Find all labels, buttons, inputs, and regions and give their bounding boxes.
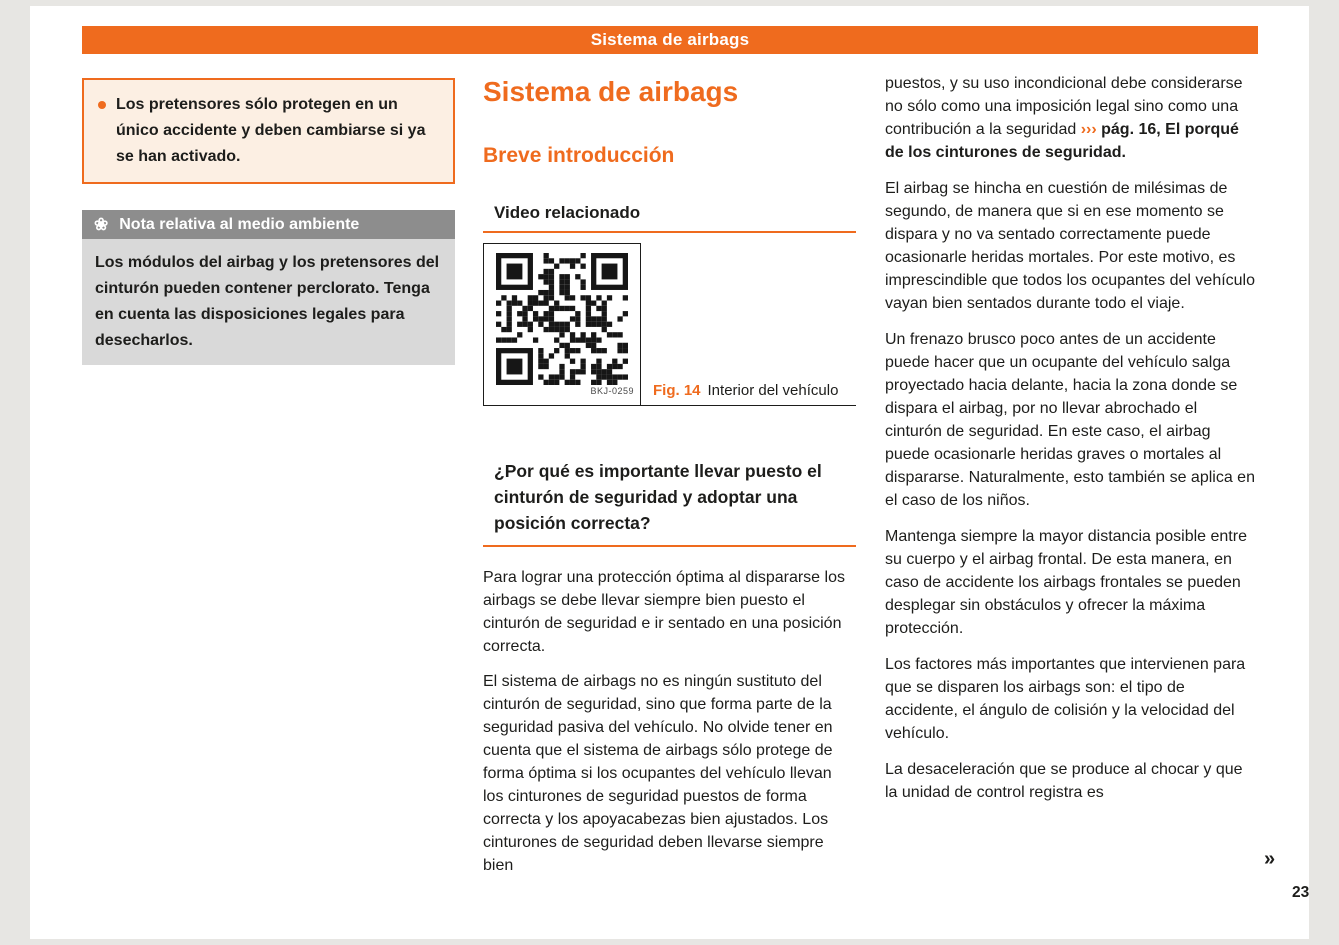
manual-page (30, 6, 1309, 939)
environment-note-body: Los módulos del airbag y los pretensores del cinturón pueden contener perclorato. Tenga en cuenta las disposiciones legales para desecharlos. (82, 239, 455, 365)
paragraph: Un frenazo brusco poco antes de un accidente puede hacer que un ocupante del vehículo salga proyectado hacia delante, hacia la zona donde se dispara el airbag, por no llevar abrochado el cinturón de seguridad. En este caso, el airbag puede ocasionarle heridas graves o mortales al dispararse. Naturalmente, esto también se aplica en el caso de los niños. (885, 331, 1255, 509)
right-column (885, 72, 1258, 817)
pretensioner-note-box (82, 78, 455, 184)
bullet-icon (98, 101, 106, 109)
figure-14 (483, 243, 856, 406)
middle-column (483, 76, 856, 877)
paragraph: El airbag se hincha en cuestión de milésimas de segundo, de manera que si en ese momento se dispara y no va sentado correctamente puede ocasionarle heridas mortales. Por este motivo, es imprescindible que todos los ocupantes del vehículo vayan bien sentados durante todo el viaje. (885, 180, 1256, 312)
orange-rule-question (483, 545, 856, 547)
chapter-title: Sistema de airbags (483, 76, 739, 107)
flower-icon: ❀ (94, 215, 109, 234)
paragraph (885, 72, 1258, 164)
paragraph-text: puestos, y su uso incondicional debe considerarse no sólo como una imposición legal sino como una contribución a la seguridad (885, 75, 1243, 138)
page-header-bar (82, 26, 1258, 54)
pretensioner-note-inner (98, 92, 439, 170)
paragraph: La desaceleración que se produce al chocar y que la unidad de control registra es (885, 761, 1243, 801)
qr-code-graphic (496, 253, 628, 385)
paragraph: El sistema de airbags no es ningún sustituto del cinturón de seguridad, sino que forma parte de la seguridad pasiva del vehículo. No olvide tener en cuenta que el sistema de airbags sólo protege de forma óptima si los ocupantes del vehículo llevan los cinturones de seguridad puestos de forma correcta y los apoyacabezas bien ajustados. Los cinturones de seguridad deben llevarse siempre bien (483, 673, 833, 874)
figure-label: Fig. 14 (653, 382, 701, 399)
cross-ref-arrows: ››› (1080, 121, 1097, 138)
paragraph: Mantenga siempre la mayor distancia posible entre su cuerpo y el airbag frontal. De esta manera, en caso de accidente los airbags frontales se pueden desplegar sin obstáculos y ofrecer la máxima protección. (885, 528, 1247, 637)
left-column (82, 78, 455, 365)
figure-caption-text: Interior del vehículo (707, 382, 839, 399)
environment-note-header (82, 210, 455, 239)
orange-rule-video (483, 231, 856, 233)
section-title: Breve introducción (483, 144, 675, 167)
environment-note-title: Nota relativa al medio ambiente (119, 215, 360, 233)
pretensioner-note-text: Los pretensores sólo protegen en un único accidente y deben cambiarse si ya se han activado. (116, 96, 426, 165)
page-number: 23 (1292, 884, 1310, 901)
qr-code-image (483, 243, 641, 406)
environment-note-box (82, 210, 455, 365)
paragraph: Para lograr una protección óptima al dispararse los airbags se debe llevar siempre bien puesto el cinturón de seguridad e ir sentado en una posición correcta. (483, 569, 845, 655)
page-header-title: Sistema de airbags (590, 30, 750, 49)
video-section-heading: Video relacionado (494, 203, 641, 222)
figure-image-code: BKJ-0259 (590, 386, 634, 396)
continuation-mark: » (1264, 848, 1276, 870)
question-heading: ¿Por qué es importante llevar puesto el cinturón de seguridad y adoptar una posición correcta? (494, 461, 822, 533)
figure-caption (653, 380, 853, 401)
paragraph: Los factores más importantes que intervienen para que se disparen los airbags son: el tipo de accidente, el ángulo de colisión y la velocidad del vehículo. (885, 656, 1246, 742)
cross-ref-text: pág. 16, El porqué de los cinturones de seguridad. (885, 121, 1239, 161)
